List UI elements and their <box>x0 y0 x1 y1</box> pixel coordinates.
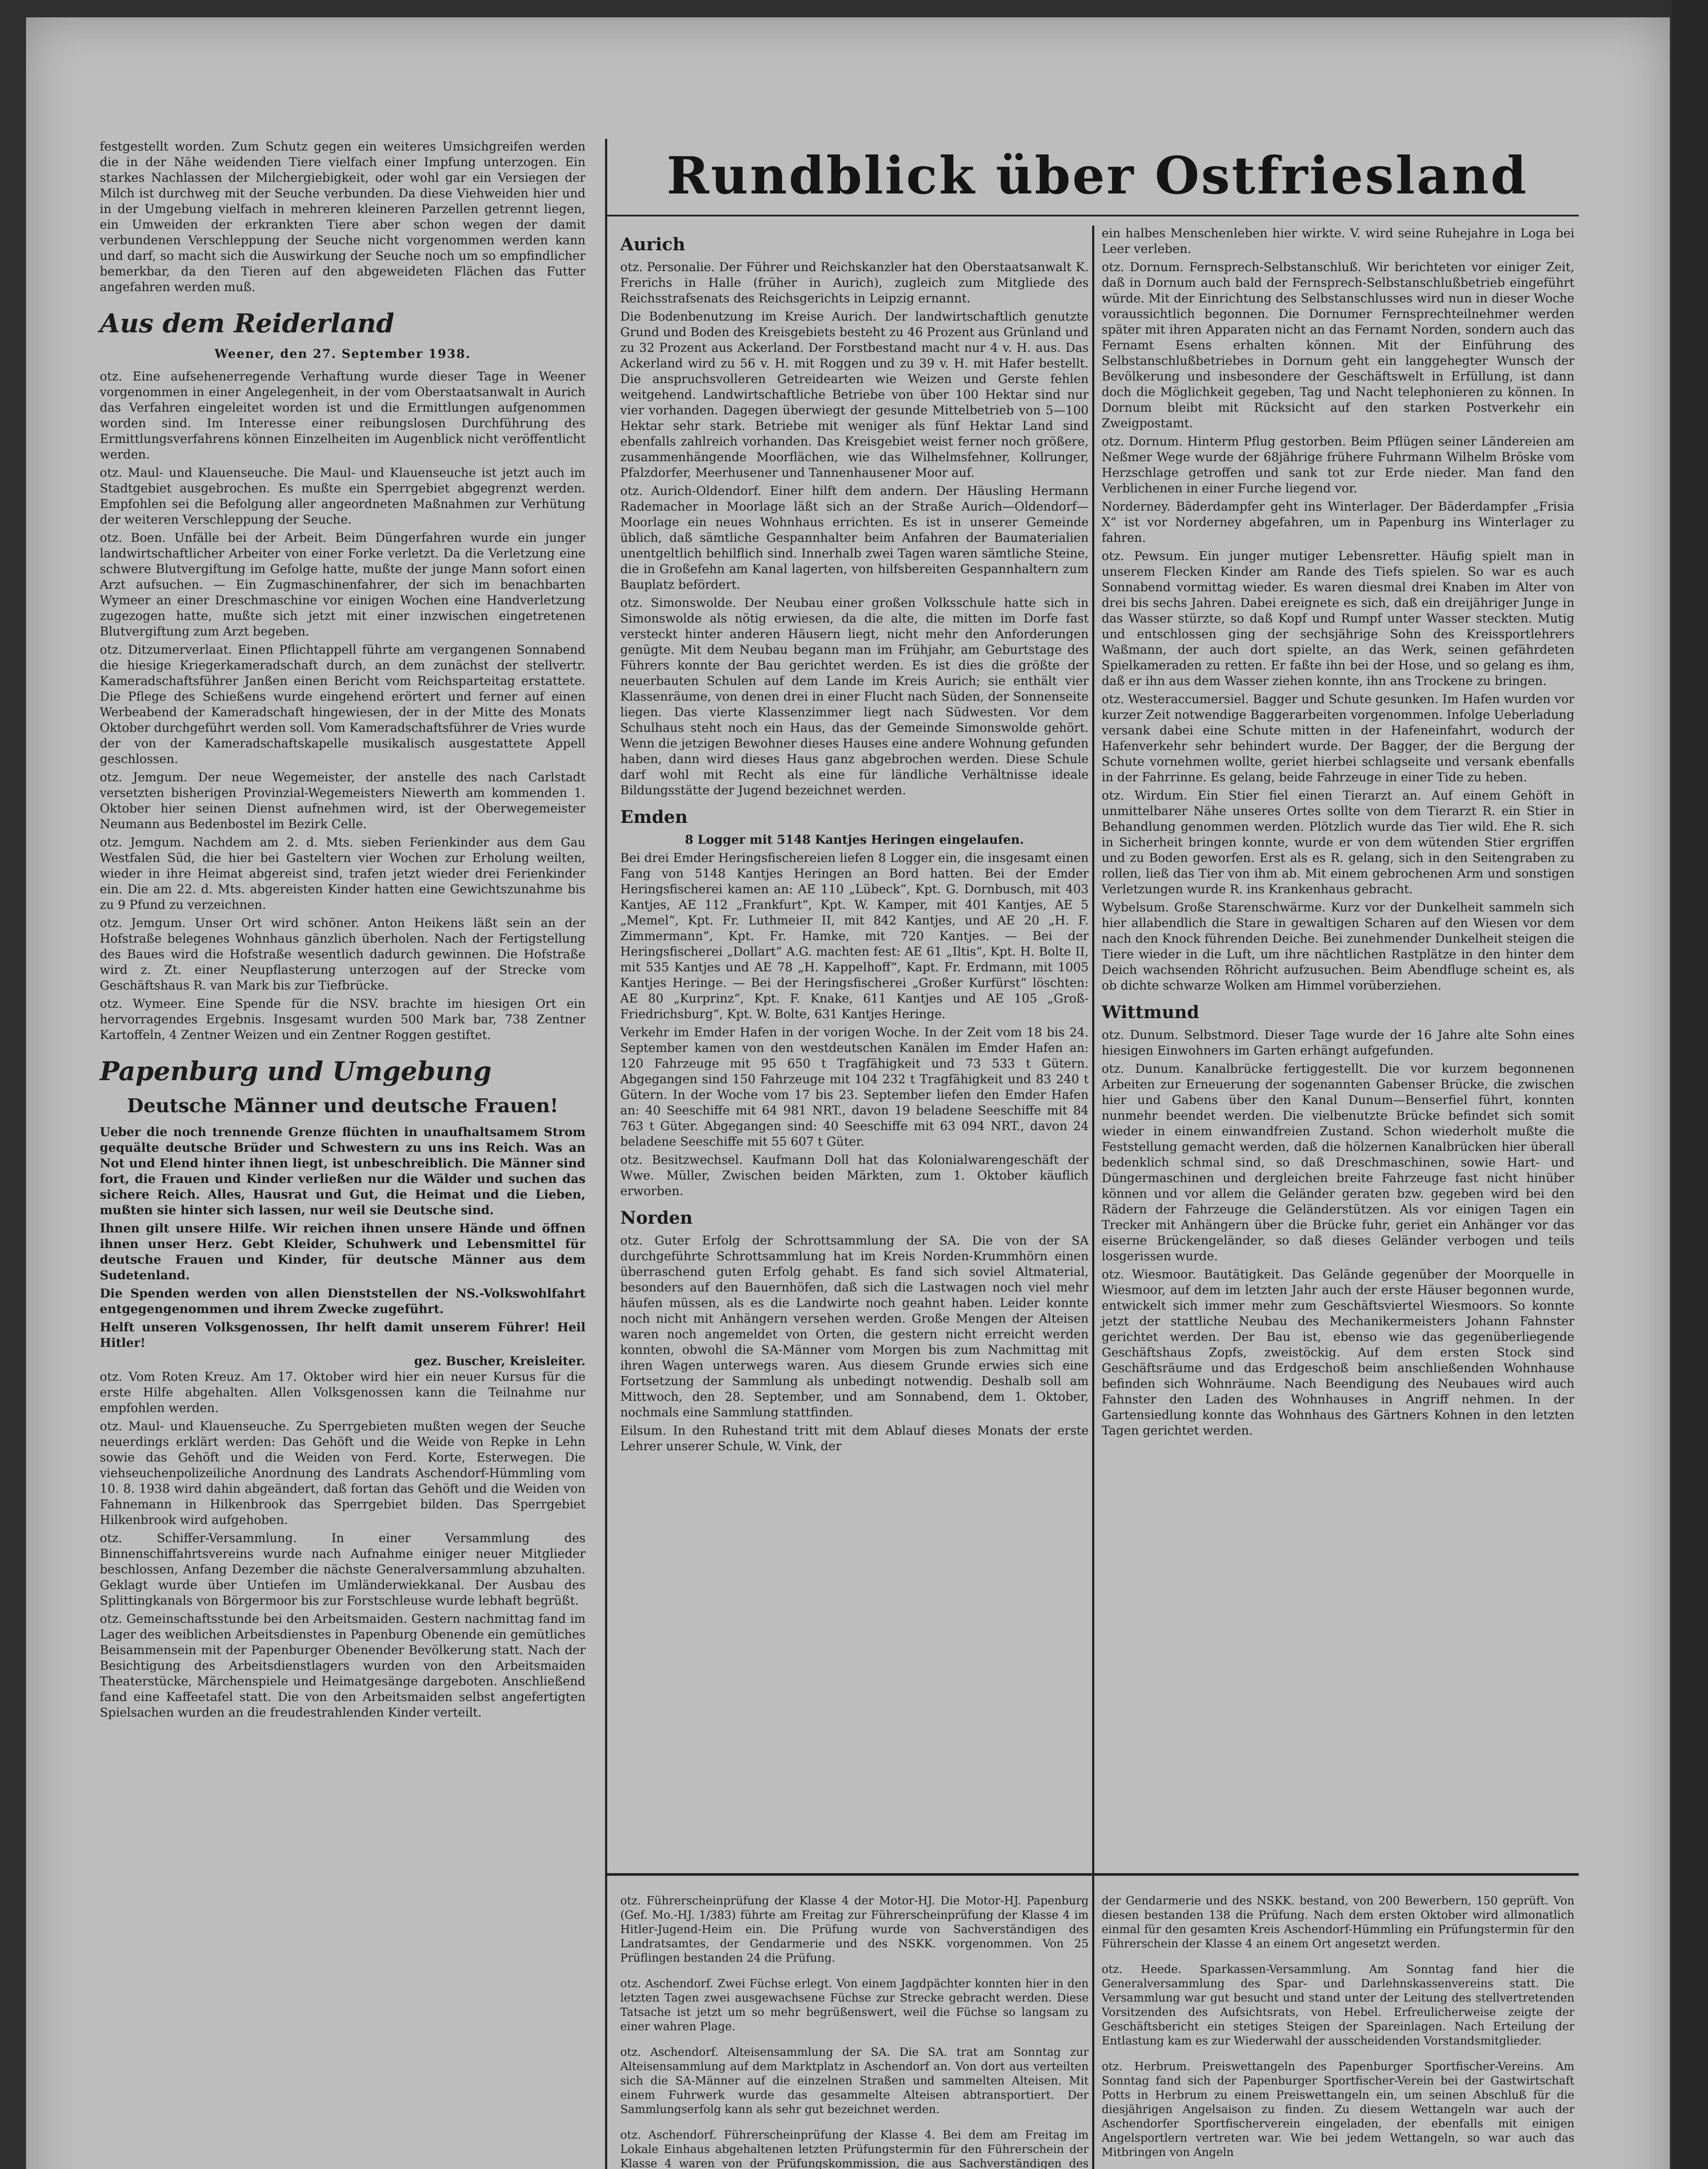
article-text: otz. Aschendorf. Führerscheinprüfung der Klasse 4. Bei dem am Freitag im Lokale Einhaus abgehaltenen letzten Prüfungstermin für den Führerschein der Klasse 4 waren von der Prüfungskommission, die aus Sachverständigen des <box>620 2129 1089 2169</box>
article-text: otz. Aurich-Oldendorf. Einer hilft dem andern. Der Häusling Hermann Rademacher in Moorlage läßt sich an der Straße Aurich—Oldendorf—Moorlage ein neues Wohnhaus errichten. Es ist in unserer Gemeinde üblich, daß sämtliche Gespannhalter beim Anfahren der Baumaterialien unentgeltlich behilflich sind. Innerhalb zwei Tagen waren sämtliche Steine, die in Großefehn am Kanal lagerten, von hilfsbereiten Gespannhaltern zum Bauplatz befördert. <box>620 484 1089 592</box>
bottom-block-middle <box>620 1883 1089 2169</box>
article-text: otz. Boen. Unfälle bei der Arbeit. Beim Düngerfahren wurde ein junger landwirtschaftlicher Arbeiter von einer Forke verletzt. Da die Verletzung eine schwere Blutvergiftung im Gefolge hatte, mußte der junge Mann sofort einen Arzt aufsuchen. — Ein Zugmaschinenfahrer, der sich im benachbarten Wymeer an einer Dreschmaschine vor einigen Wochen eine Handverletzung zugezogen hatte, mußte sich jetzt mit einer inzwischen eingetretenen Blutvergiftung zum Arzt begeben. <box>100 531 586 639</box>
section-title-papenburg: Papenburg und Umgebung <box>100 1056 492 1087</box>
article-text: otz. Dornum. Fernsprech-Selbstanschluß. Wir berichteten vor einiger Zeit, daß in Dornum auch bald der Fernsprech-Selbstanschlußbetrieb eingeführt würde. Mit der Einrichtung des Selbstanschlusses wird nun in dieser Woche voraussichtlich begonnen. Die Dornumer Fernsprechteilnehmer werden später mit ihren Apparaten nicht an das Fernamt Norden, sondern auch das Fernamt Esens erhalten können. Mit der Einführung des Selbstanschlußbetriebes in Dornum geht ein langgehegter Wunsch der Bevölkerung und insbesondere der Geschäftswelt in Erfüllung, ist dann doch die Möglichkeit gegeben, Tag und Nacht telephonieren zu können. In Dornum bleibt mit Rücksicht auf den starken Postverkehr ein Zweigpostamt. <box>1102 260 1574 430</box>
article-text: otz. Herbrum. Preiswettangeln des Papenburger Sportfischer-Vereins. Am Sonntag fand sich der Papenburger Sportfischer-Verein bei der Gastwirtschaft Potts in Herbrum zu einem Preiswettangeln ein, um seinen Abschluß für die diesjährigen Angelsaison zu finden. Zu diesem Wettangeln war auch der Aschendorfer Sportfischerverein eingeladen, der ebenfalls mit einigen Angelsportlern vertreten war. Wie bei jedem Wettangeln, so war auch das Mitbringen von Angeln <box>1102 2060 1574 2159</box>
article-text: otz. Wirdum. Ein Stier fiel einen Tierarzt an. Auf einem Gehöft in unmittelbarer Nähe unseres Ortes sollte von dem Tierarzt R. ein Stier in Behandlung genommen werden. Plötzlich wurde das Tier wild. Ehe R. sich in Sicherheit bringen konnte, wurde er von dem wütenden Stier ergriffen und zu Boden geworfen. Erst als es R. gelang, sich in den Seitengraben zu rollen, ließ das Tier von ihm ab. Mit einem gebrochenen Arm und sonstigen Verletzungen wurde R. ins Krankenhaus gebracht. <box>1102 788 1574 896</box>
article-text: otz. Dornum. Hinterm Pflug gestorben. Beim Pflügen seiner Ländereien am Neßmer Wege wurde der 68jährige frühere Fuhrmann Wilhelm Bröske vom Herzschlage getroffen und sank tot zur Erde nieder. Man fand den Verblichenen in einer Furche liegend vor. <box>1102 434 1574 495</box>
article-text: Eilsum. In den Ruhestand tritt mit dem Ablauf dieses Monats der erste Lehrer unserer Schule, W. Vink, der <box>620 1423 1089 1453</box>
article-text: otz. Jemgum. Der neue Wegemeister, der anstelle des nach Carlstadt versetzten bisherigen Provinzial-Wegemeisters Niewerth am kommenden 1. Oktober hier seinen Dienst aufnehmen wird, ist der Oberwegemeister Neumann aus Bedenbostel im Bezirk Celle. <box>100 770 586 831</box>
article-text: Wybelsum. Große Starenschwärme. Kurz vor der Dunkelheit sammeln sich hier allabendlich die Stare in gewaltigen Scharen auf den Wiesen vor dem nach den Knock führenden Deiche. Bei zunehmender Dunkelheit steigen die Tiere wieder in die Luft, um ihre nächtlichen Rastplätze in den hinter dem Deich wachsenden Röhricht aufzusuchen. Beim Abendfluge scheint es, als ob dichte schwarze Wolken am Himmel vorüberziehen. <box>1102 900 1574 993</box>
article-text: otz. Schiffer-Versammlung. In einer Versammlung des Binnenschiffahrtsvereins wurde nach Aufnahme einiger neuer Mitglieder beschlossen, Anfang Dezember die nächste Generalversammlung abzuhalten. Geklagt wurde über Untiefen im Umländerwiekkanal. Der Ausbau des Splittingkanals von Börgermoor bis zur Forstschleuse wurde lebhaft begrüßt. <box>100 1531 586 1608</box>
page-edge-shadow <box>1672 0 1708 2169</box>
dateline: Weener, den 27. September 1938. <box>214 347 471 361</box>
article-text: Bei drei Emder Heringsfischereien liefen 8 Logger ein, die insgesamt einen Fang von 5148 Kantjes Heringen an Bord hatten. Bei der Emder Heringsfischerei kamen an: AE 110 „Lübeck“, Kpt. G. Dornbusch, mit 403 Kantjes, AE 112 „Frankfurt“, Kpt. W. Kamper, mit 401 Kantjes, AE 5 „Memel“, Kpt. Fr. Luthmeier II, mit 842 Kantjes, und AE 20 „H. F. Zimmermann“, Kpt. Fr. Hamke, mit 720 Kantjes. — Bei der Heringsfischerei „Dollart“ A.G. machten fest: AE 61 „Iltis“, Kpt. H. Bolte II, mit 535 Kantjes und AE 78 „H. Kappelhoff“, Kapt. Fr. Erdmann, mit 1005 Kantjes Heringe. — Bei der Heringsfischerei „Großer Kurfürst“ löschten: AE 80 „Kurprinz“, Kpt. F. Knake, 611 Kantjes und AE 105 „Groß-Friedrichsburg“, Kpt. W. Bolte, 631 Kantjes Heringe. <box>620 851 1089 1021</box>
article-text: otz. Jemgum. Nachdem am 2. d. Mts. sieben Ferienkinder aus dem Gau Westfalen Süd, die hier bei Gasteltern vier Wochen zur Erholung weilten, wieder in ihre Heimat abgereist sind, trafen jetzt wieder drei Ferienkinder ein. Die am 22. d. Mts. abgereisten Kinder hatten eine Gewichtszunahme bis zu 9 Pfund zu verzeichnen. <box>100 835 586 912</box>
article-text: otz. Aschendorf. Zwei Füchse erlegt. Von einem Jagdpächter konnten hier in den letzten Tagen zwei ausgewachsene Füchse zur Strecke gebracht werden. Diese Tatsache ist jetzt um so mehr begrüßenswert, weil die Füchse so langsam zu einer wahren Plage. <box>620 1977 1089 2033</box>
column-3 <box>1102 226 1574 1441</box>
article-headline: 8 Logger mit 5148 Kantjes Heringen eingelaufen. <box>685 832 1024 847</box>
article-text: otz. Eine aufsehenerregende Verhaftung wurde dieser Tage in Weener vorgenommen in einer Angelegenheit, in der vom Oberstaatsanwalt in Aurich das Verfahren eingeleitet worden ist und die Ermittlungen aufgenommen worden sind. Im Interesse einer reibungslosen Durchführung des Ermittlungsverfahrens können Einzelheiten im Augenblick nicht veröffentlicht werden. <box>100 369 586 462</box>
town-heading-emden: Emden <box>620 807 688 827</box>
article-text: otz. Aschendorf. Alteisensammlung der SA. Die SA. trat am Sonntag zur Alteisensammlung auf dem Marktplatz in Aschendorf an. Von dort aus verteilten sich die SA-Männer auf die einzelnen Straßen und sammelten Alteisen. Mit einem Fuhrwerk wurde das gesammelte Alteisen abtransportiert. Der Sammlungserfolg kann als sehr gut bezeichnet werden. <box>620 2046 1089 2116</box>
section-masthead: Rundblick über Ostfriesland <box>666 145 1528 206</box>
appeal-text: Die Spenden werden von allen Dienststellen der NS.-Volkswohlfahrt entgegengenommen und ihrem Zwecke zugeführt. <box>100 1286 586 1316</box>
article-text: otz. Vom Roten Kreuz. Am 17. Oktober wird hier ein neuer Kursus für die erste Hilfe abgehalten. Allen Volksgenossen kann die Teilnahme nur empfohlen werden. <box>100 1370 586 1415</box>
article-text: Die Bodenbenutzung im Kreise Aurich. Der landwirtschaftlich genutzte Grund und Boden des Kreisgebiets besteht zu 46 Prozent aus Grünland und zu 32 Prozent aus Ackerland. Der Forstbestand macht nur 4 v. H. aus. Das Ackerland wird zu 56 v. H. mit Roggen und zu 39 v. H. mit Hafer bestellt. Die anspruchsvolleren Getreidearten wie Weizen und Gerste fehlen weitgehend. Landwirtschaftliche Betriebe von über 100 Hektar sind nur vier vorhanden. Dagegen überwiegt der gesunde Mittelbetrieb von 5—100 Hektar sehr stark. Betriebe mit weniger als fünf Hektar Land sind ebenfalls zahlreich vorhanden. Das Kreisgebiet weist ferner noch größere, zusammenhängende Moorflächen, wie das Wilhelmsfehner, Kollrunger, Pfalzdorfer, Meerhusener und Tannenhausener Moor auf. <box>620 309 1089 480</box>
article-text: otz. Westeraccumersiel. Bagger und Schute gesunken. Im Hafen wurden vor kurzer Zeit notwendige Baggerarbeiten vorgenommen. Infolge Ueberladung versank dabei eine Schute mitten in der Hafeneinfahrt, wodurch der Hafenverkehr sehr behindert wurde. Der Bagger, der die Bergung der Schute vornehmen wollte, geriet hierbei schlagseite und versank ebenfalls in der Fahrrinne. Es gelang, beide Fahrzeuge in einer Tide zu heben. <box>1102 692 1574 784</box>
article-text: otz. Jemgum. Unser Ort wird schöner. Anton Heikens läßt sein an der Hofstraße belegenes Wohnhaus gänzlich überholen. Nach der Fertigstellung des Baues wird die Hofstraße wesentlich dadurch gewinnen. Die Hofstraße wird z. Zt. einer Neupflasterung unterzogen auf der Strecke vom Geschäftshaus R. van Mark bis zur Tiefbrücke. <box>100 916 586 993</box>
column-rule-2 <box>1092 226 1094 2169</box>
article-text: otz. Maul- und Klauenseuche. Die Maul- und Klauenseuche ist jetzt auch im Stadtgebiet ausgebrochen. Es mußte ein Sperrgebiet abgegrenzt werden. Empfohlen sei die Befolgung aller angeordneten Maßnahmen zur Verhütung der weiteren Verschleppung der Seuche. <box>100 465 586 527</box>
town-heading-norden: Norden <box>620 1208 693 1228</box>
town-heading-aurich: Aurich <box>620 234 685 255</box>
article-text: otz. Wiesmoor. Bautätigkeit. Das Gelände gegenüber der Moorquelle in Wiesmoor, auf dem im letzten Jahr auch der erste Häuser begonnen wurde, entwickelt sich immer mehr zum Geschäftsviertel Wiesmoors. So konnte jetzt der stattliche Neubau des Mechanikermeisters Johann Fahnster gerichtet werden. Der Bau ist, ebenso wie das gegenüberliegende Geschäftshaus Zopfs, zweistöckig. Auf dem ersten Stock sind Geschäftsräume und das Erdgeschoß beim anschließenden Wohnhause befinden sich Wohnräume. Nach Beendigung des Neubaues wird auch Fahnster den Laden des Wohnhauses in Angriff nehmen. In der Gartensiedlung konnte das Wohnhaus des Gärtners Kohnen in den letzten Tagen gerichtet werden. <box>1102 1267 1574 1438</box>
article-text: otz. Ditzumerverlaat. Einen Pflichtappell führte am vergangenen Sonnabend die hiesige Kriegerkameradschaft durch, an dem zunächst der stellvertr. Kameradschaftsführer Janßen einen Bericht vom Reichsparteitag erstattete. Die Pflege des Schießens wurde eingehend erörtert und ferner auf einen Werbeabend der Kameradschaft hingewiesen, der in der Mitte des Monats Oktober durchgeführt werden soll. Vom Kameradschaftsführer de Vries wurde der von der Kameradschaftskapelle musikalisch ausgestattete Appell geschlossen. <box>100 642 586 766</box>
horizontal-rule-bottom <box>607 1873 1579 1876</box>
masthead-rule <box>607 215 1579 216</box>
column-1 <box>100 139 586 1723</box>
appeal-text: Ueber die noch trennende Grenze flüchten in unaufhaltsamem Strom gequälte deutsche Brüder und Schwestern zu uns ins Reich. Was an Not und Elend hinter ihnen liegt, ist unbeschreiblich. Die Männer sind fort, die Frauen und Kinder verließen nur die Wälder und suchen das sichere Reich. Alles, Hausrat und Gut, die Heimat und die Lieben, mußten sie hinter sich lassen, nur weil sie Deutsche sind. <box>100 1125 586 1217</box>
article-text: otz. Wymeer. Eine Spende für die NSV. brachte im hiesigen Ort ein hervorragendes Ergebnis. Insgesamt wurden 500 Mark bar, 738 Zentner Kartoffeln, 4 Zentner Weizen und ein Zentner Roggen gestiftet. <box>100 996 586 1042</box>
article-text: otz. Simonswolde. Der Neubau einer großen Volksschule hatte sich in Simonswolde als nötig erwiesen, da die alte, die mitten im Dorfe fast versteckt hinter anderen Häusern liegt, nicht mehr den Anforderungen genügte. Mit dem Neubau begann man im Frühjahr, am Geburtstage des Führers konnte der Bau gerichtet werden. Es ist dies die größte der neuerbauten Schulen auf dem Lande im Kreis Aurich; sie enthält vier Klassenräume, von denen drei in einer Flucht nach Süden, der Sonnenseite liegen. Das vierte Klassenzimmer liegt nach Südwesten. Vor dem Schulhaus steht noch ein Haus, das der Gemeinde Simonswolde gehört. Wenn die jetzigen Bewohner dieses Hauses eine andere Wohnung gefunden haben, dann wird dieses Haus ganz abgebrochen werden. Diese Schule darf wohl mit Recht als eine für ländliche Verhältnisse ideale Bildungsstätte der Jugend bezeichnet werden. <box>620 596 1089 797</box>
article-text: otz. Maul- und Klauenseuche. Zu Sperrgebieten mußten wegen der Seuche neuerdings erklärt werden: Das Gehöft und die Weide von Repke in Lehn sowie das Gehöft und die Weiden von Ferd. Korte, Esterwegen. Die viehseuchenpolizeiliche Anordnung des Landrats Aschendorf-Hümmling vom 10. 8. 1938 wird dahin abgeändert, daß fortan das Gehöft und die Weiden von Fahnemann in Hilkenbrook das Sperrgebiet bilden. Das Sperrgebiet Hilkenbrook wird aufgehoben. <box>100 1419 586 1527</box>
bottom-block-right <box>1102 1883 1574 2169</box>
article-text: otz. Personalie. Der Führer und Reichskanzler hat den Oberstaatsanwalt K. Frerichs in Halle (früher in Aurich), zugleich zum Mitgliede des Reichsstrafsenats des Reichsgerichts in Leipzig ernannt. <box>620 260 1089 305</box>
article-text: otz. Guter Erfolg der Schrottsammlung der SA. Die von der SA durchgeführte Schrottsammlung hat im Kreis Norden-Krummhörn einen überraschend guten Erfolg gehabt. Es fand sich soviel Altmaterial, besonders auf den Bauernhöfen, daß sich die Lastwagen noch viel mehr häufen müssen, als es die Landwirte noch geahnt haben. Leider konnte noch nicht mit Anhängern versehen werden. Große Mengen der Alteisen waren noch angemeldet von Orten, die gestern nicht erreicht werden konnten, obwohl die SA-Männer vom Morgen bis zum Nachmittag mit ihren Wagen unterwegs waren. Aus diesem Grunde erwies sich eine Fortsetzung der Sammlung als unbedingt notwendig. Deshalb soll am Mittwoch, den 28. September, und am Sonnabend, dem 1. Oktober, nochmals eine Sammlung stattfinden. <box>620 1233 1089 1419</box>
article-text: otz. Führerscheinprüfung der Klasse 4 der Motor-HJ. Die Motor-HJ. Papenburg (Gef. Mo.-HJ. 1/383) führte am Freitag zur Führerscheinprüfung der Klasse 4 im Hitler-Jugend-Heim ein. Die Prüfung wurde von Sachverständigen des Landratsamtes, der Gendarmerie und des NSKK. vorgenommen. Von 25 Prüflingen bestanden 24 die Prüfung. <box>620 1894 1089 1965</box>
article-text: otz. Dunum. Kanalbrücke fertiggestellt. Die vor kurzem begonnenen Arbeiten zur Erneuerung der sogenannten Gabenser Brücke, die zwischen hier und Gabens über den Kanal Dunum—Benserfiel führt, konnten nunmehr beendet werden. Die vielbenutzte Brücke befindet sich somit wieder in einem einwandfreien Zustand. Schon wiederholt mußte die Feststellung gemacht werden, daß die hölzernen Kanalbrücken hier überall bedenklich schmal sind, so daß Dreschmaschinen, sowie Hart- und Düngermaschinen und dergleichen breite Fahrzeuge fast nicht hinüber können und vor allem die Geländer geraten bzw. gegeben wird bei den Rädern der Fahrzeuge die Geländerstützen. Als vor einigen Tagen ein Trecker mit Anhängern über die Brücke fuhr, geriet ein Anhänger vor das eiserne Brückengeländer, so daß dieses Geländer verbogen und teils losgerissen wurde. <box>1102 1062 1574 1263</box>
article-text: ein halbes Menschenleben hier wirkte. V. wird seine Ruhejahre in Loga bei Leer verleben. <box>1102 226 1574 256</box>
article-text: Verkehr im Emder Hafen in der vorigen Woche. In der Zeit vom 18 bis 24. September kamen von den westdeutschen Kanälen im Emder Hafen an: 120 Fahrzeuge mit 95 650 t Tragfähigkeit und 73 533 t Gütern. Abgegangen sind 150 Fahrzeuge mit 104 232 t Tragfähigkeit und 83 240 t Gütern. In der Woche vom 17 bis 23. September liefen den Emder Hafen an: 40 Seeschiffe mit 64 981 NRT., davon 19 beladene Seeschiffe mit 84 763 t Güter. Abgegangen sind: 40 Seeschiffe mit 63 094 NRT., davon 24 beladene Seeschiffe mit 55 607 t Güter. <box>620 1025 1089 1149</box>
appeal-signature: gez. Buscher, Kreisleiter. <box>414 1354 586 1368</box>
article-text: Norderney. Bäderdampfer geht ins Winterlager. Der Bäderdampfer „Frisia X“ ist vor Norderney abgefahren, um in Papenburg ins Winterlager zu fahren. <box>1102 499 1574 545</box>
article-text: otz. Dunum. Selbstmord. Dieser Tage wurde der 16 Jahre alte Sohn eines hiesigen Einwohners im Garten erhängt aufgefunden. <box>1102 1028 1574 1058</box>
appeal-headline: Deutsche Männer und deutsche Frauen! <box>127 1095 559 1117</box>
section-title-reiderland: Aus dem Reiderland <box>100 308 395 339</box>
appeal-text: Ihnen gilt unsere Hilfe. Wir reichen ihnen unsere Hände und öffnen ihnen unser Herz. Gebt Kleider, Schuhwerk und Lebensmittel für deutsche Frauen und Kinder, für deutsche Männer aus dem Sudetenland. <box>100 1221 586 1282</box>
town-heading-wittmund: Wittmund <box>1102 1002 1199 1022</box>
column-rule-1 <box>605 139 607 2169</box>
article-text: festgestellt worden. Zum Schutz gegen ein weiteres Umsichgreifen werden die in der Nähe weidenden Tiere vielfach einer Impfung unterzogen. Ein starkes Nachlassen der Milchergiebigkeit, oder wohl gar ein Versiegen der Milch ist durchweg mit der Seuche verbunden. Da diese Viehweiden hier und in der Umgebung vielfach in mehreren kleineren Parzellen getrennt liegen, ein Umweiden der erkrankten Tiere aber schon wegen der damit verbundenen Verschleppung der Seuche nicht vorgenommen werden kann und darf, so macht sich die Auswirkung der Seuche noch um so empfindlicher bemerkbar, da den Tieren auf den abgeweideten Flächen das Futter angefahren werden muß. <box>100 139 586 294</box>
article-text: otz. Pewsum. Ein junger mutiger Lebensretter. Häufig spielt man in unserem Flecken Kinder am Rande des Tiefs spielen. So war es auch Sonnabend vormittag wieder. Es waren diesmal drei Knaben im Alter von drei bis sechs Jahren. Dabei ereignete es sich, daß ein dreijähriger Junge in das Wasser stürzte, so daß Kopf und Rumpf unter Wasser steckten. Mutig und entschlossen ging der sechsjährige Sohn des Kreissportlehrers Waßmann, der auch dort spielte, an das Werk, seinen gefährdeten Spielkameraden zu retten. Er faßte ihn bei der Hose, und so gelang es ihm, daß er ihn aus dem Wasser ziehen konnte, ihn ans Trockene zu bringen. <box>1102 549 1574 688</box>
article-text: otz. Gemeinschaftsstunde bei den Arbeitsmaiden. Gestern nachmittag fand im Lager des weiblichen Arbeitsdienstes in Papenburg Obenende ein gemütliches Beisammensein mit der Papenburger Obenender Bevölkerung statt. Nach der Besichtigung des Arbeitsdienstlagers wurden von den Arbeitsmaiden Theaterstücke, Märchenspiele und Heimatgesänge dargeboten. Anschließend fand eine Kaffeetafel statt. Die von den Arbeitsmaiden selbst angefertigten Spielsachen wurden an die freudestrahlenden Kinder verteilt. <box>100 1612 586 1720</box>
article-text: der Gendarmerie und des NSKK. bestand, von 200 Bewerbern, 150 geprüft. Von diesen bestanden 138 die Prüfung. Nach dem ersten Oktober wird allmonatlich einmal für den gesamten Kreis Aschendorf-Hümmling ein Prüfungstermin für den Führerschein der Klasse 4 an einem Ort angesetzt werden. <box>1102 1894 1574 1950</box>
article-text: otz. Besitzwechsel. Kaufmann Doll hat das Kolonialwarengeschäft der Wwe. Müller, Zwischen beiden Märkten, zum 1. Oktober käuflich erworben. <box>620 1153 1089 1198</box>
appeal-text: Helft unseren Volksgenossen, Ihr helft damit unserem Führer! Heil Hitler! <box>100 1320 586 1350</box>
article-text: otz. Heede. Sparkassen-Versammlung. Am Sonntag fand hier die Generalversammlung des Spar- und Darlehnskassenvereins statt. Die Versammlung war gut besucht und stand unter der Leitung des stellvertretenden Vorsitzenden des Aufsichtsrats, von Hebel. Erfreulicherweise zeigte der Geschäftsbericht ein stetiges Steigen der Spareinlagen. Nach Erteilung der Entlastung kam es zur Wiederwahl der ausscheidenden Vorstandsmitglieder. <box>1102 1963 1574 2048</box>
column-2 <box>620 226 1089 1457</box>
